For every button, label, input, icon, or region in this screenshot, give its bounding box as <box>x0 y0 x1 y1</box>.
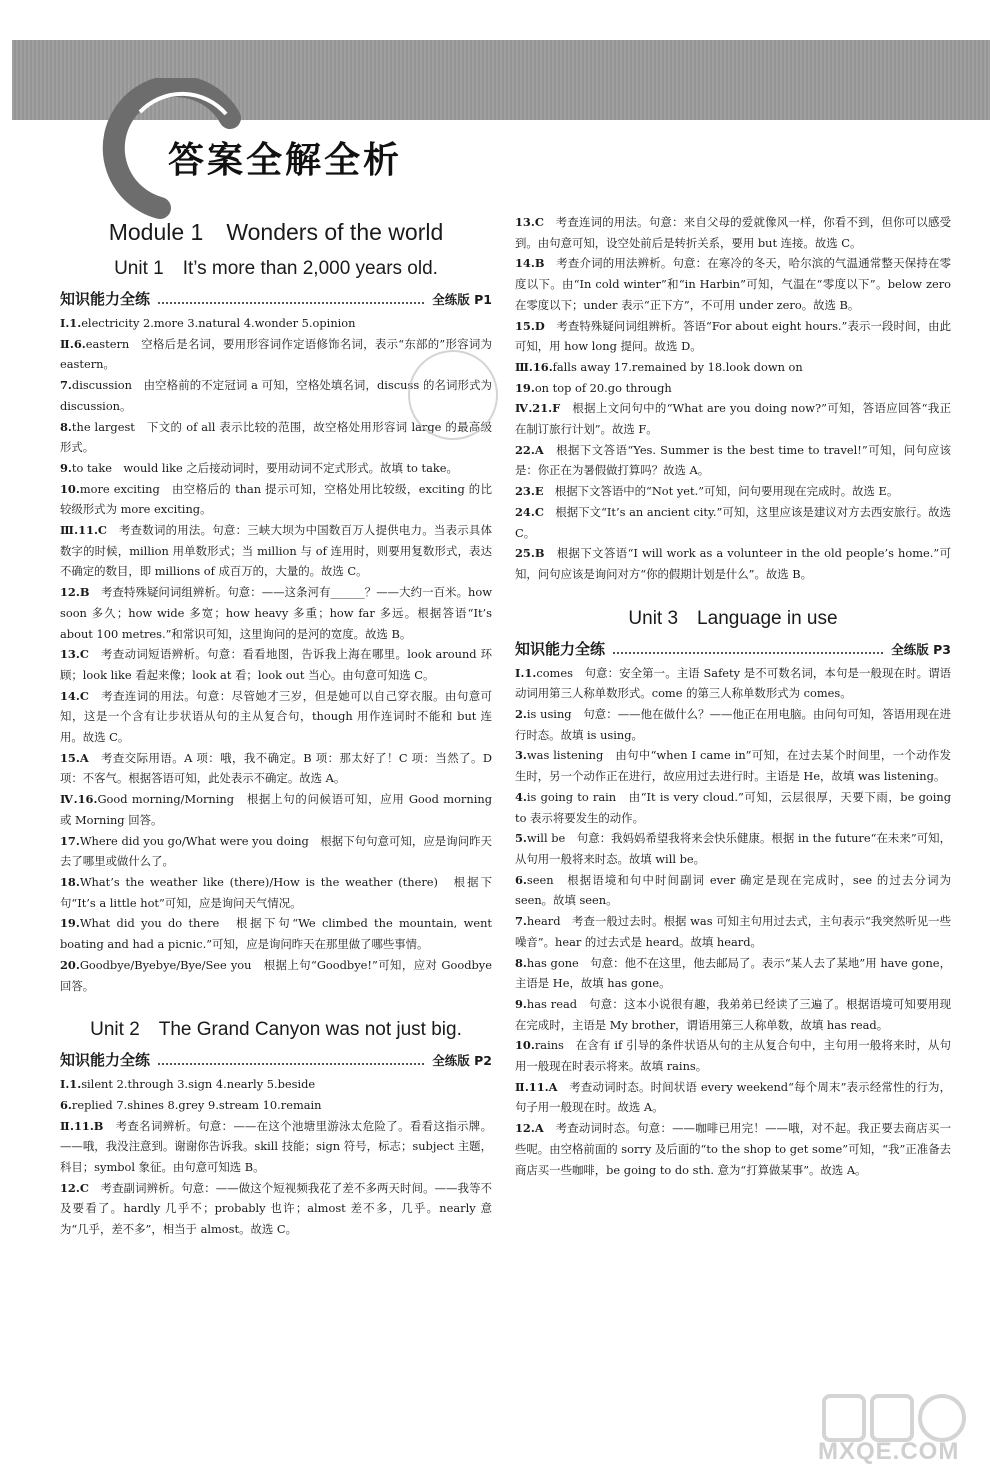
answer-item <box>515 440 951 481</box>
answer-number: 15.A <box>60 750 89 765</box>
answer-text: has gone 句意：他不在这里，他去邮局了。表示“某人去了某地”用 have gone，主语是 He，故填 has gone。 <box>515 955 951 991</box>
answer-number: 12.C <box>60 1180 89 1195</box>
answer-item <box>60 479 492 520</box>
answer-number: 12.A <box>515 1121 544 1136</box>
answer-number: Ⅰ.1. <box>60 316 82 330</box>
answer-number: 10. <box>515 1038 535 1053</box>
answer-item <box>515 316 951 357</box>
answer-item <box>515 398 951 439</box>
answer-number: 20. <box>60 957 80 972</box>
answer-text: 根据下文答语中的“Not yet.”可知，问句要用现在完成时。故选 E。 <box>543 484 899 499</box>
answer-item <box>60 582 492 644</box>
answer-number: 2. <box>515 707 527 722</box>
answer-item <box>60 1116 492 1178</box>
page-reference: 全练版 P3 <box>891 641 951 657</box>
answer-item <box>515 378 951 399</box>
answer-number: Ⅱ.11.B <box>60 1118 104 1133</box>
answer-item <box>60 831 492 872</box>
answer-item <box>60 955 492 996</box>
answer-item <box>515 1035 951 1076</box>
answer-text: is using 句意：——他在做什么？——他正在用电脑。由问句可知，答语用现在进行时态。故填 is using。 <box>515 707 951 742</box>
site-watermark: MXQE.COM <box>818 1438 960 1465</box>
answer-item <box>515 787 951 828</box>
unit-2-answers-continued <box>515 212 951 585</box>
answer-text: silent 2.through 3.sign 4.nearly 5.beside <box>81 1077 316 1092</box>
unit-1-title: Unit 1 It’s more than 2,000 years old. <box>114 258 438 279</box>
answer-number: 19. <box>60 916 80 931</box>
answer-number: 6. <box>515 872 527 887</box>
answer-text: 考查介词的用法辨析。句意：在寒冷的冬天，哈尔滨的气温通常整天保持在零度以下。由“In cold winter”和“in Harbin”可知，气温在“零度以下”。below zero 在零度以下；under 表示“正下方”，不可用 under zero。故选 B。 <box>515 256 951 312</box>
answer-number: Ⅲ.16. <box>515 359 553 374</box>
answer-number: Ⅳ.21.F <box>515 401 561 416</box>
answer-item <box>515 994 951 1035</box>
answer-number: 8. <box>515 955 527 970</box>
answer-text: replied 7.shines 8.grey 9.stream 10.remain <box>71 1097 322 1112</box>
answer-number: Ⅱ.11.A <box>515 1079 558 1094</box>
page-reference: 全练版 P1 <box>432 292 492 307</box>
module-title: Module 1 Wonders of the world <box>108 219 444 245</box>
answer-text: 考查动词短语辨析。句意：看看地图，告诉我上海在哪里。look around 环顾；look like 看起来像；look at 看；look out 当心。由句意可知选 C。 <box>60 647 492 682</box>
answer-text: 考查连词的用法。句意：尽管她才三岁，但是她可以自己穿衣服。由句意可知，这是一个含有让步状语从句的主从复合句，though 用作连词时不能和 but 连用。故选 C。 <box>60 688 492 745</box>
answer-item <box>515 911 951 952</box>
unit-2-section-header <box>60 1049 492 1070</box>
answer-text: 考查动词时态。句意：——咖啡已用完！——哦，对不起。我正要去商店买一些呢。由空格前面的 sorry 及后面的“to the shop to get some”可知，“我”正准备去商店买一些咖啡，be going to do sth. 意为“打算做某事”。故选 A。 <box>515 1121 951 1177</box>
unit-2-answers <box>60 1074 492 1240</box>
answer-number: Ⅳ.16. <box>60 792 98 807</box>
page-title: 答案全解全析 <box>168 140 403 181</box>
section-label: 知识能力全练 <box>60 290 151 308</box>
answer-text: falls away 17.remained by 18.look down on <box>552 359 803 374</box>
answer-text: 根据下文“It’s an ancient city.”可知，这里应该是建议对方去西安旅行。故选 C。 <box>515 504 951 540</box>
answer-item <box>515 212 951 253</box>
answer-number: 22.A <box>515 442 544 457</box>
answer-text: Goodbye/Byebye/Bye/See you 根据上句“Goodbye!”可知，应对 Goodbye 回答。 <box>60 957 492 993</box>
answer-item <box>60 686 492 748</box>
dotted-leader <box>158 302 424 304</box>
answer-item <box>515 828 951 869</box>
answer-text: What did you do there 根据下句“We climbed the mountain, went boating and had a picnic.”可知，应是询问昨天在那里做了哪些事情。 <box>60 916 492 952</box>
answer-number: 8. <box>60 419 72 434</box>
unit-3-answers <box>515 663 951 1181</box>
answer-number: 4. <box>515 789 527 804</box>
answer-text: on top of 20.go through <box>534 380 672 395</box>
dotted-leader <box>613 652 883 654</box>
answer-item <box>515 481 951 502</box>
answer-text: What’s the weather like (there)/How is the weather (there) 根据下句“It’s a little hot”可知，应是询问天气情况。 <box>60 874 492 910</box>
answer-item <box>515 663 951 704</box>
answer-text: 根据下文答语“Yes. Summer is the best time to travel!”可知，问句应该是：你正在为暑假做打算吗？故选 A。 <box>515 442 951 478</box>
answer-number: Ⅱ.6. <box>60 336 86 351</box>
answer-text: electricity 2.more 3.natural 4.wonder 5.opinion <box>81 316 356 330</box>
answer-text: 考查副词辨析。句意：——做这个短视频我花了差不多两天时间。——我等不及要看了。hardly 几乎不；probably 也许；almost 差不多，几乎。nearly 意为“几乎，差不多”，相当于 almost。故选 C。 <box>60 1180 492 1237</box>
answer-item <box>60 913 492 954</box>
answer-text: has read 句意：这本小说很有趣，我弟弟已经读了三遍了。根据语境可知要用现在完成时，主语是 My brother，谓语用第三人称单数，故填 has read。 <box>515 996 951 1032</box>
answer-item <box>60 872 492 913</box>
unit-3-section-header <box>515 638 951 659</box>
answer-text: is going to rain 由“It is very cloud.”可知，云层很厚，天要下雨，be going to 表示将要发生的动作。 <box>515 789 951 825</box>
answer-item <box>515 502 951 543</box>
answer-text: 根据上文问句中的“What are you doing now?”可知，答语应回答“我正在制订旅行计划”。故选 F。 <box>515 401 951 437</box>
answer-item <box>515 1118 951 1180</box>
answer-text: discussion 由空格前的不定冠词 a 可知，空格处填名词，discuss 的名词形式为 discussion。 <box>60 378 492 413</box>
answer-text: was listening 由句中“when I came in”可知，在过去某个时间里，一个动作发生时，另一个动作正在进行，故应用过去进行时。主语是 He，故填 was listening。 <box>515 748 951 784</box>
unit-3-title: Unit 3 Language in use <box>628 607 838 629</box>
answer-item <box>515 357 951 378</box>
answer-item <box>60 789 492 830</box>
answer-item <box>515 704 951 745</box>
answer-number: 23.E <box>515 484 544 499</box>
answer-number: Ⅰ.1. <box>515 665 537 680</box>
answer-item <box>515 543 951 584</box>
answer-text: 考查数词的用法。句意：三峡大坝为中国数百万人提供电力。当表示具体数字的时候，million 用单数形式；当 million 与 of 连用时，则要用复数形式，表达不确定的数目，即 millions of 成百万的，大量的。故选 C。 <box>60 523 492 579</box>
answer-item <box>60 644 492 685</box>
section-label: 知识能力全练 <box>515 639 606 658</box>
answer-item <box>60 1095 492 1116</box>
answer-number: 24.C <box>515 504 544 519</box>
answer-number: 14.C <box>60 688 89 703</box>
answer-number: 10. <box>60 481 80 496</box>
answer-text: 根据下文答语“I will work as a volunteer in the old people’s home.”可知，问句应该是询问对方“你的假期计划是什么”。故选 B。 <box>515 546 951 581</box>
answer-number: 19. <box>515 380 535 395</box>
dotted-leader <box>158 1063 424 1065</box>
answer-text: more exciting 由空格后的 than 提示可知，空格处用比较级，exciting 的比较级形式为 more exciting。 <box>60 481 492 517</box>
answer-item <box>60 313 492 334</box>
answer-number: Ⅲ.11.C <box>60 523 107 538</box>
answer-number: 9. <box>515 996 527 1011</box>
answer-item <box>515 253 951 315</box>
unit-2-title: Unit 2 The Grand Canyon was not just big. <box>90 1019 462 1041</box>
answer-number: 7. <box>60 378 72 393</box>
answer-number: 3. <box>515 748 527 763</box>
answer-number: 25.B <box>515 546 545 561</box>
answer-number: 14.B <box>515 256 545 271</box>
answer-text: to take would like 之后接动词时，要用动词不定式形式。故填 to take。 <box>71 460 458 475</box>
answer-number: Ⅰ.1. <box>60 1077 82 1092</box>
answer-number: 6. <box>60 1097 72 1112</box>
answer-text: seen 根据语境和句中时间副词 ever 确定是现在完成时，see 的过去分词为 seen。故填 seen。 <box>515 872 951 908</box>
right-column <box>515 212 951 1180</box>
answer-item <box>60 458 492 479</box>
answer-text: Where did you go/What were you doing 根据下句句意可知，应是询问昨天去了哪里或做什么了。 <box>60 833 492 869</box>
answer-text: the largest 下文的 of all 表示比较的范围，故空格处用形容词 large 的最高级形式。 <box>60 419 492 455</box>
answer-text: 考查交际用语。A 项：哦，我不确定。B 项：那太好了！C 项：当然了。D 项：不客气。根据答语可知，此处表示不确定。故选 A。 <box>60 750 492 786</box>
answer-number: 13.C <box>515 215 544 229</box>
answer-item <box>515 745 951 786</box>
answer-text: comes 句意：安全第一。主语 Safety 是不可数名词，本句是一般现在时。谓语动词用第三人称单数形式。come 的第三人称单数形式为 comes。 <box>515 665 951 701</box>
answer-number: 18. <box>60 874 80 889</box>
answer-text: 考查特殊疑问词组辨析。句意：——这条河有______？——大约一百米。how soon 多久；how wide 多宽；how heavy 多重；how far 多远。根据答语“It’s about 100 metres.”和常识可知，这里询问的是河的宽度。故选 B。 <box>60 585 492 641</box>
answer-text: 考查名词辨析。句意：——在这个池塘里游泳太危险了。看看这指示牌。——哦，我没注意到。谢谢你告诉我。skill 技能；sign 符号，标志；subject 主题，科目；symbol 象征。由句意可知选 B。 <box>60 1118 492 1175</box>
answer-text: 考查连词的用法。句意：来自父母的爱就像风一样，你看不到，但你可以感受到。由句意可知，设空处前后是转折关系，要用 but 连接。故选 C。 <box>515 215 951 250</box>
answer-number: 15.D <box>515 318 545 333</box>
answer-number: 7. <box>515 914 527 929</box>
answer-item <box>515 870 951 911</box>
answer-text: Good morning/Morning 根据上句的问候语可知，应用 Good morning 或 Morning 回答。 <box>60 792 492 827</box>
answer-text: rains 在含有 if 引导的条件状语从句的主从复合句中，主句用一般将来时，从句用一般现在时表示将来。故填 rains。 <box>515 1038 951 1074</box>
page-reference: 全练版 P2 <box>432 1053 492 1069</box>
answer-text: 考查特殊疑问词组辨析。答语“For about eight hours.”表示一段时间，由此可知，用 how long 提问。故选 D。 <box>515 318 951 354</box>
unit-1-section-header <box>60 288 492 309</box>
answer-number: 5. <box>515 831 527 846</box>
answer-text: eastern 空格后是名词，要用形容词作定语修饰名词，表示“东部的”形容词为 eastern。 <box>60 336 492 372</box>
answer-number: 17. <box>60 833 80 848</box>
answer-item <box>515 953 951 994</box>
answer-item <box>515 1077 951 1118</box>
answer-number: 13.C <box>60 647 89 662</box>
answer-item <box>60 748 492 789</box>
section-label: 知识能力全练 <box>60 1051 151 1070</box>
answer-number: 12.B <box>60 585 90 600</box>
answer-number: 9. <box>60 460 72 475</box>
answer-text: 考查动词时态。时间状语 every weekend“每个周末”表示经常性的行为，句子用一般现在时。故选 A。 <box>515 1079 951 1115</box>
answer-item <box>60 520 492 582</box>
answer-text: will be 句意：我妈妈希望我将来会快乐健康。根据 in the future“在未来”可知，从句用一般将来时态。故填 will be。 <box>515 831 951 866</box>
answer-text: heard 考查一般过去时。根据 was 可知主句用过去式，主句表示“我突然听见一些噪音”。hear 的过去式是 heard。故填 heard。 <box>515 914 951 949</box>
answer-item <box>60 1074 492 1095</box>
answer-item <box>60 1178 492 1240</box>
